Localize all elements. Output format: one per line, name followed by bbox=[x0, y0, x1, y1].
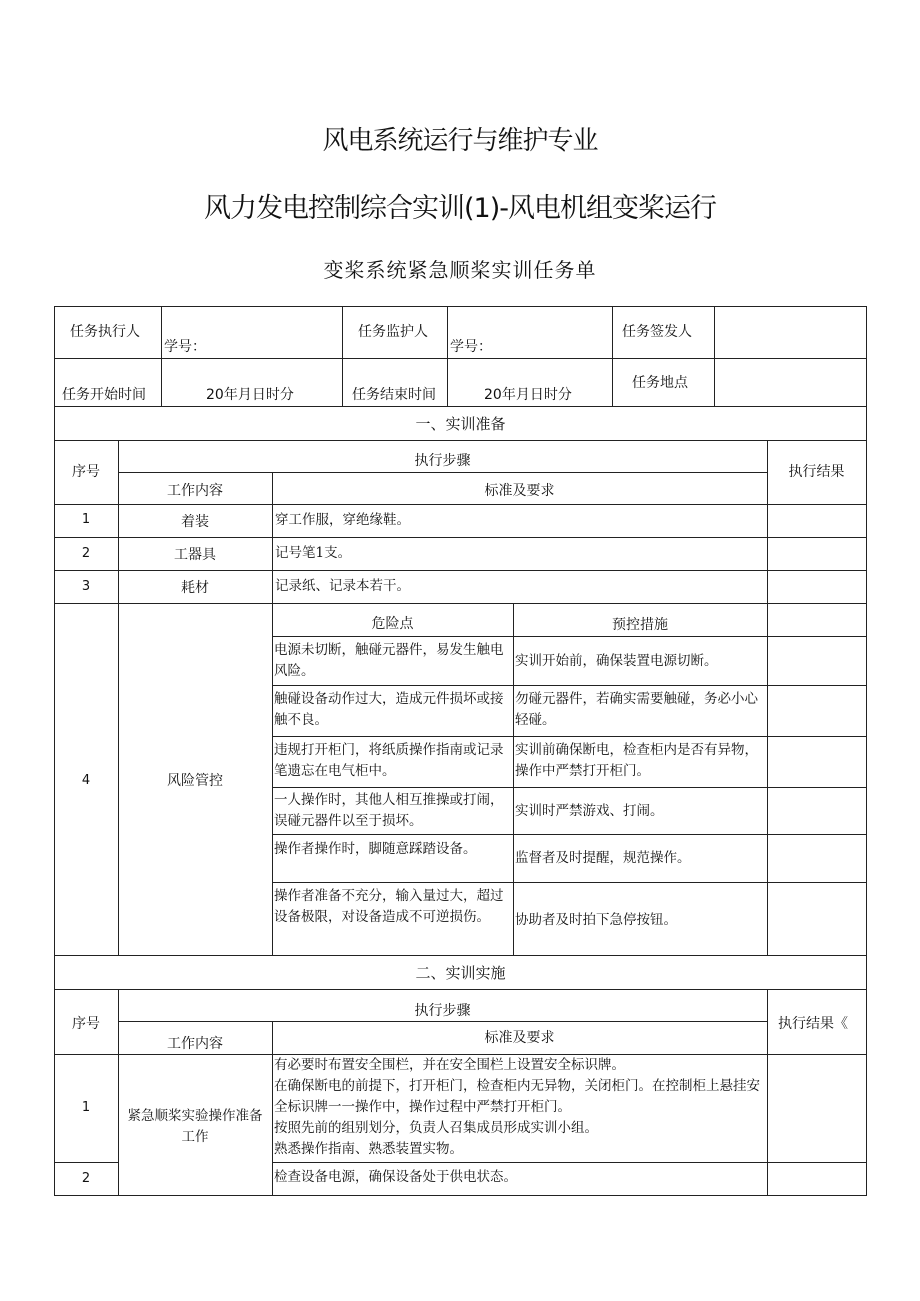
executor-label: 任务执行人 bbox=[70, 324, 140, 340]
table-row-content: 紧急顺桨实验操作准备工作 bbox=[127, 1108, 263, 1145]
standard-line: 在确保断电的前提下，打开柜门，检查柜内无异物，关闭柜门。在控制柜上悬挂安全标识牌一一操作中，操作过程中严禁打开柜门。 bbox=[274, 1078, 760, 1115]
risk-hazard: 一人操作时，其他人相互推操或打闹，误碰元器件以至于损坏。 bbox=[274, 792, 504, 829]
section2-col-content: 工作内容 bbox=[167, 1036, 223, 1052]
document-title: 变桨系统紧急顺桨实训任务单 bbox=[323, 258, 597, 282]
table-row-content: 工器具 bbox=[174, 547, 216, 563]
section1-col-result: 执行结果 bbox=[788, 464, 845, 480]
executor-student-no-label: 学号： bbox=[164, 339, 206, 355]
section2-col-result: 执行结果《 bbox=[778, 1016, 848, 1032]
section2-col-standard: 标准及要求 bbox=[484, 1030, 555, 1046]
risk-hazard: 触碰设备动作过大，造成元件损坏或接触不良。 bbox=[274, 691, 504, 728]
risk-measure: 勿碰元器件，若确实需要触碰，务必小心轻碰。 bbox=[515, 691, 758, 728]
standard-line: 熟悉操作指南、熟悉装置实物。 bbox=[274, 1141, 463, 1157]
risk-hazard: 操作者操作时，脚随意踩踏设备。 bbox=[274, 841, 477, 857]
major-title: 风电系统运行与维护专业 bbox=[322, 126, 598, 156]
start-time-value: 20年月日时分 bbox=[206, 387, 294, 403]
risk-row-seq: 4 bbox=[81, 773, 91, 788]
section1-col-content: 工作内容 bbox=[167, 483, 223, 499]
table-row-seq: 1 bbox=[81, 1100, 91, 1115]
risk-hazard: 电源未切断，触碰元器件，易发生触电风险。 bbox=[274, 642, 504, 679]
supervisor-label: 任务监护人 bbox=[358, 324, 428, 340]
risk-hazard: 违规打开柜门，将纸质操作指南或记录笔遗忘在电气柜中。 bbox=[274, 742, 504, 779]
risk-measure: 实训开始前，确保装置电源切断。 bbox=[515, 653, 718, 669]
risk-measure: 协助者及时拍下急停按钮。 bbox=[515, 912, 677, 928]
table-row-standard: 记号笔1支。 bbox=[275, 545, 352, 561]
start-time-label: 任务开始时间 bbox=[62, 387, 146, 403]
table-row-content: 着装 bbox=[181, 514, 209, 530]
section2-col-steps: 执行步骤 bbox=[414, 1003, 471, 1019]
standard-line: 按照先前的组别划分，负责人召集成员形成实训小组。 bbox=[274, 1120, 598, 1136]
risk-measure: 实训时严禁游戏、打闹。 bbox=[515, 803, 664, 819]
table-row-content: 耗材 bbox=[181, 580, 209, 596]
section1-col-seq: 序号 bbox=[72, 464, 100, 480]
section1-col-steps: 执行步骤 bbox=[414, 453, 471, 469]
end-time-label: 任务结束时间 bbox=[352, 387, 436, 403]
table-row-standard: 记录纸、记录本若干。 bbox=[275, 578, 410, 594]
section1-col-standard: 标准及要求 bbox=[484, 483, 555, 499]
table-row-seq: 2 bbox=[81, 546, 91, 561]
standard-line: 有必要时布置安全围栏，并在安全围栏上设置安全标识牌。 bbox=[274, 1057, 625, 1073]
issuer-label: 任务签发人 bbox=[622, 324, 692, 340]
risk-hazard: 操作者准备不充分，输入量过大，超过设备极限，对设备造成不可逆损伤。 bbox=[274, 888, 504, 925]
course-title: 风力发电控制综合实训(1)-风电机组变桨运行 bbox=[204, 193, 716, 224]
supervisor-student-no-label: 学号： bbox=[450, 339, 492, 355]
risk-row-content: 风险管控 bbox=[167, 773, 223, 789]
table-row-standard: 穿工作服，穿绝缘鞋。 bbox=[275, 512, 410, 528]
risk-measure: 实训前确保断电，检查柜内是否有异物，操作中严禁打开柜门。 bbox=[515, 742, 758, 779]
section2-title: 二、实训实施 bbox=[415, 964, 506, 982]
section1-title: 一、实训准备 bbox=[415, 415, 506, 433]
table-row-seq: 1 bbox=[81, 512, 91, 527]
table-row-seq: 2 bbox=[81, 1171, 91, 1186]
location-label: 任务地点 bbox=[632, 375, 688, 391]
section2-col-seq: 序号 bbox=[72, 1016, 100, 1032]
table-row-standard: 检查设备电源，确保设备处于供电状态。 bbox=[274, 1169, 517, 1185]
risk-col-hazard: 危险点 bbox=[371, 616, 414, 632]
table-row-seq: 3 bbox=[81, 579, 91, 594]
table-row-standard bbox=[274, 1055, 764, 1160]
risk-measure: 监督者及时提醒，规范操作。 bbox=[515, 850, 691, 866]
end-time-value: 20年月日时分 bbox=[484, 387, 572, 403]
risk-col-measure: 预控措施 bbox=[612, 617, 668, 633]
